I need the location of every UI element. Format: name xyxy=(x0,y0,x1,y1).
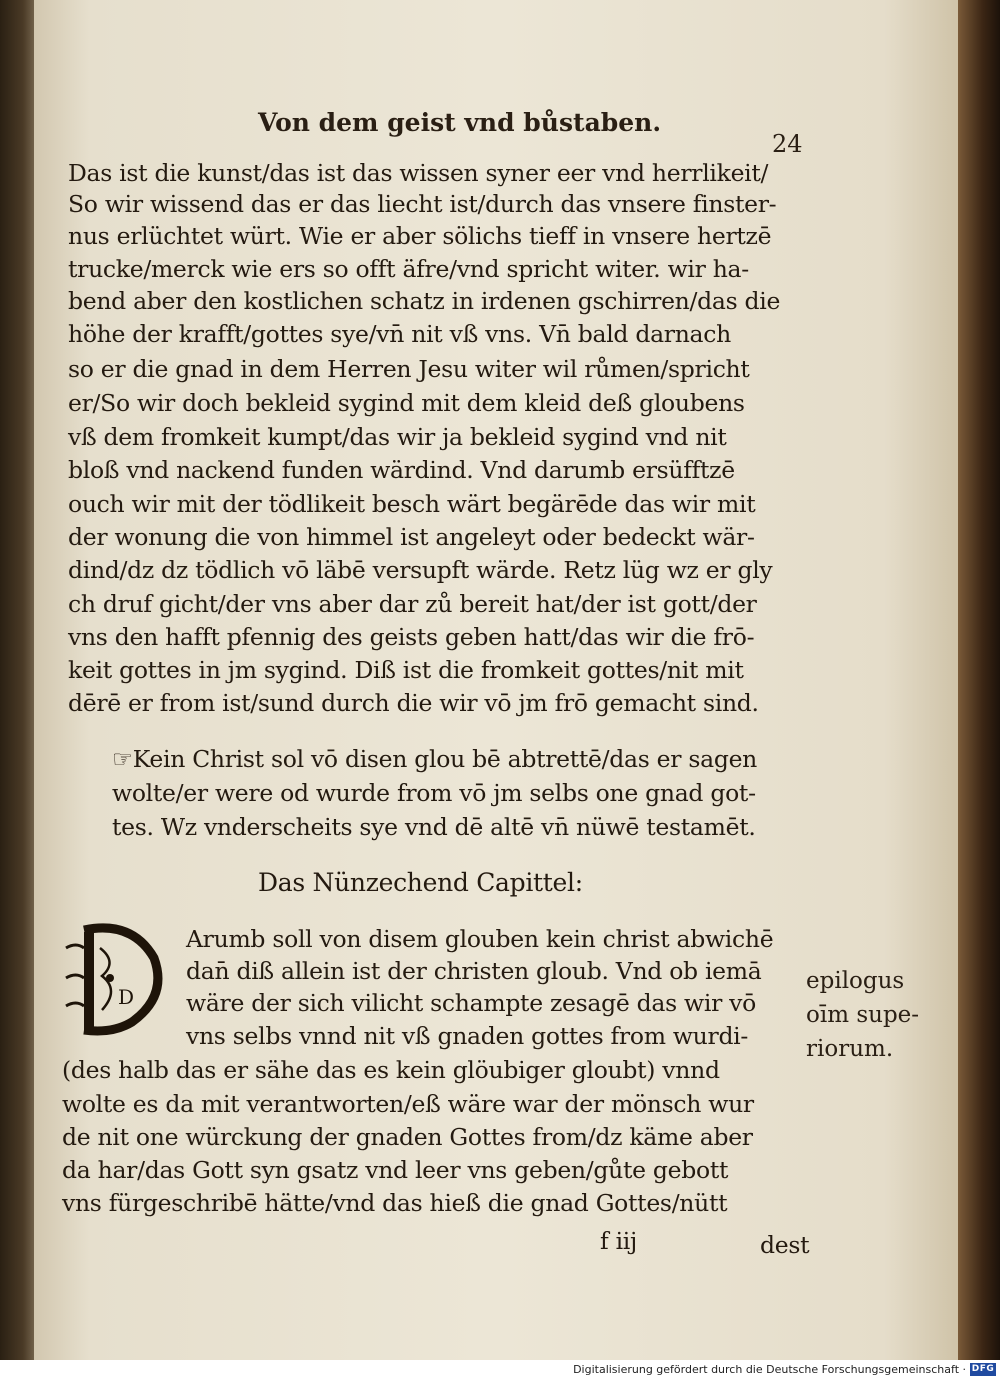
text-line: vß dem fromkeit kumpt/das wir ja bekleid sygind vnd nit xyxy=(68,423,727,451)
text-line: vns fürgeschribē hätte/vnd das hieß die gnad Gottes/nütt xyxy=(62,1189,728,1217)
funding-credit: Digitalisierung gefördert durch die Deutsche Forschungsgemeinschaft · xyxy=(573,1363,966,1376)
dfg-logo[interactable]: DFG xyxy=(971,1364,995,1374)
text-line: da har/das Gott syn gsatz vnd leer vns geben/gůte gebott xyxy=(62,1156,729,1184)
margin-note-line: oīm supe‑ xyxy=(806,1002,920,1028)
text-line: der wonung die von himmel ist angeleyt oder bedeckt wär‑ xyxy=(68,523,755,551)
text-line: dind/dz dz tödlich vō läbē versupft wärde. Retz lüg wz er gly xyxy=(68,556,773,584)
text-line: bend aber den kostlichen schatz in irdenen gschirren/das die xyxy=(68,287,781,315)
drop-cap-letter: D xyxy=(118,985,135,1009)
margin-note-line: epilogus xyxy=(806,968,905,994)
page-header xyxy=(34,94,958,158)
right-binding-edge xyxy=(958,0,1000,1360)
text-line: so er die gnad in dem Herren Jesu witer wil růmen/spricht xyxy=(68,355,750,383)
drop-cap-initial xyxy=(62,918,172,1036)
folio-number: 24 xyxy=(772,130,803,158)
text-line: dērē er from ist/sund durch die wir vō jm frō gemacht sind. xyxy=(68,689,759,717)
text-line: ouch wir mit der tödlikeit besch wärt begärēde das wir mit xyxy=(68,490,756,518)
text-line: dan̄ diß allein ist der christen gloub. Vnd ob iemā xyxy=(186,957,762,985)
text-line: (des halb das er sähe das es kein glöubiger gloubt) vnnd xyxy=(62,1056,720,1084)
text-line: er/So wir doch bekleid sygind mit dem kleid deß gloubens xyxy=(68,389,745,417)
chapter-heading: Das Nünzechend Capittel: xyxy=(258,868,583,897)
text-line: höhe der krafft/gottes sye/vn̄ nit vß vns. Vn̄ bald darnach xyxy=(68,320,731,348)
text-line: Das ist die kunst/das ist das wissen syner eer vnd herrlikeit/ xyxy=(68,159,769,187)
text-line: wolte/er were od wurde from vō jm selbs one gnad got‑ xyxy=(112,779,756,807)
running-head: Von dem geist vnd bůstaben. xyxy=(258,108,662,137)
text-line: keit gottes in jm sygind. Diß ist die fromkeit gottes/nit mit xyxy=(68,656,744,684)
text-line: de nit one würckung der gnaden Gottes from/dz käme aber xyxy=(62,1123,753,1151)
margin-note-line: riorum. xyxy=(806,1036,894,1062)
text-line: wäre der sich vilicht schampte zesagē das wir vō xyxy=(186,989,757,1017)
signature-mark: f iij xyxy=(600,1227,637,1255)
text-line: ch druf gicht/der vns aber dar zů bereit hat/der ist gott/der xyxy=(68,590,757,618)
text-line: trucke/merck wie ers so offt äfre/vnd spricht witer. wir ha‑ xyxy=(68,255,749,283)
text-line: So wir wissend das er das liecht ist/durch das vnsere finster‑ xyxy=(68,190,777,218)
text-line: nus erlüchtet würt. Wie er aber sölichs tieff in vnsere hertzē xyxy=(68,222,772,250)
text-line: vns den hafft pfennig des geists geben hatt/das wir die frō‑ xyxy=(68,623,755,651)
text-line: ☞Kein Christ sol vō disen glou bē abtrettē/das er sagen xyxy=(112,745,758,773)
text-line: tes. Wz vnderscheits sye vnd dē altē vn̄ nüwē testamēt. xyxy=(112,813,756,841)
text-line: wolte es da mit verantworten/eß wäre war der mönsch wur xyxy=(62,1090,754,1118)
catchword: dest xyxy=(760,1231,810,1259)
text-line: bloß vnd nackend funden wärdind. Vnd darumb ersüfftzē xyxy=(68,456,735,484)
text-line: Arumb soll von disem glouben kein christ abwichē xyxy=(186,925,774,953)
text-line: vns selbs vnnd nit vß gnaden gottes from wurdi‑ xyxy=(186,1022,749,1050)
